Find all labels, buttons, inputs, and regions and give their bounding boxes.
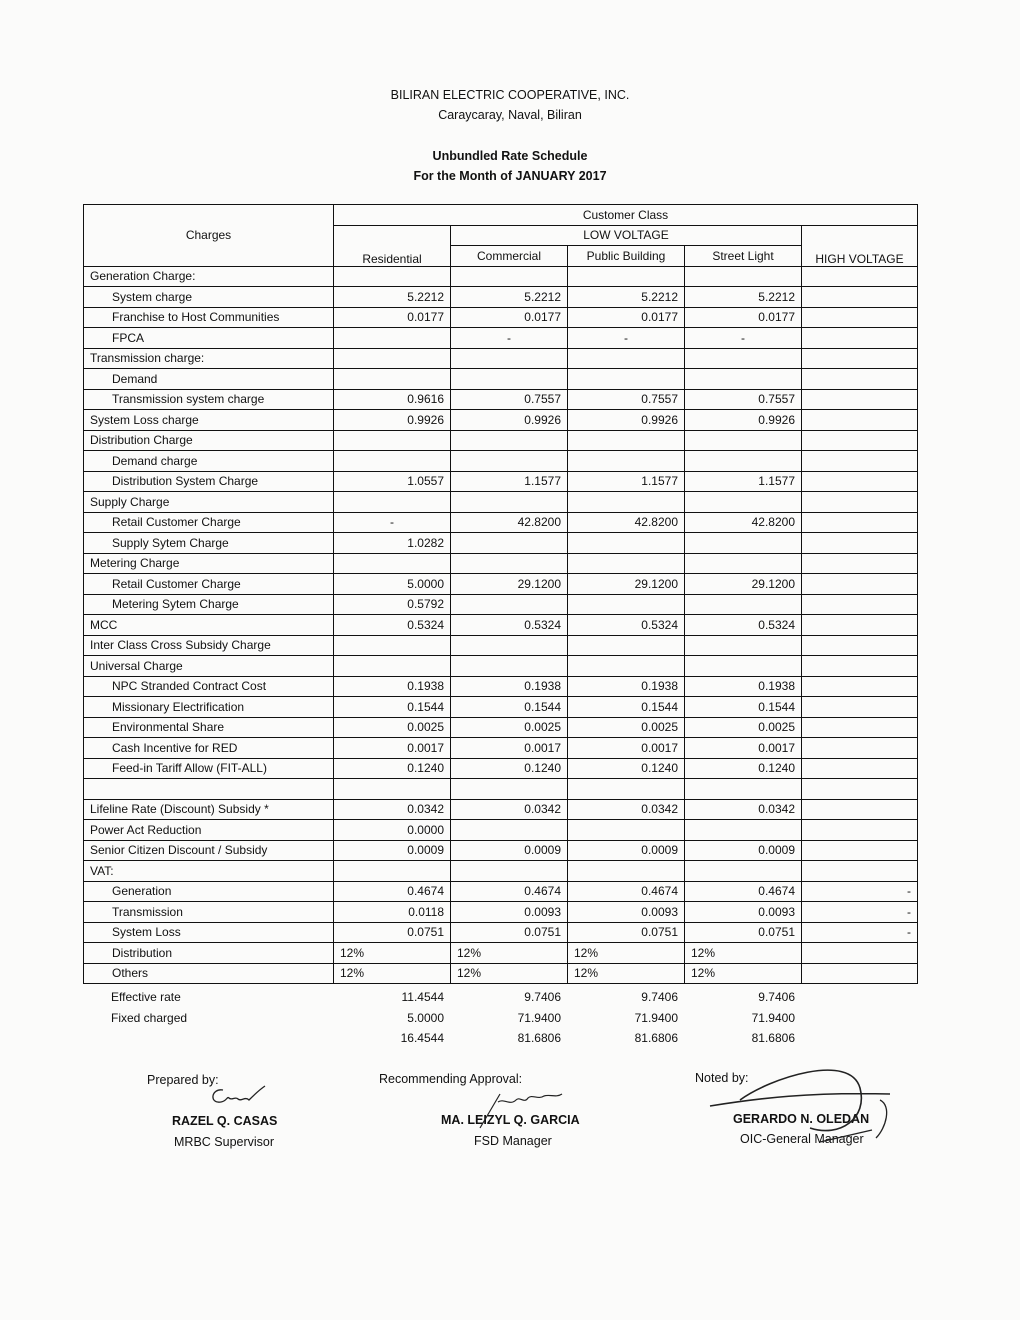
totals-row bbox=[83, 1008, 917, 1029]
charge-label: System Loss charge bbox=[84, 410, 334, 431]
charge-label: Franchise to Host Communities bbox=[84, 307, 334, 328]
rate-cell: 0.1240 bbox=[685, 758, 802, 779]
noted-name: GERARDO N. OLEDAN bbox=[733, 1112, 870, 1126]
recommending-title: FSD Manager bbox=[474, 1134, 552, 1148]
rate-cell bbox=[802, 369, 918, 390]
residential-header: Residential bbox=[334, 225, 451, 266]
rate-cell bbox=[685, 820, 802, 841]
rate-cell: 0.1240 bbox=[451, 758, 568, 779]
rate-cell: 0.0751 bbox=[568, 922, 685, 943]
rate-cell: 0.9926 bbox=[451, 410, 568, 431]
rate-cell bbox=[685, 430, 802, 451]
rate-cell bbox=[334, 348, 451, 369]
rate-cell: 0.0009 bbox=[685, 840, 802, 861]
rate-cell: 0.5324 bbox=[568, 615, 685, 636]
rate-cell: 12% bbox=[451, 943, 568, 964]
rate-cell: 0.5792 bbox=[334, 594, 451, 615]
rate-cell: 12% bbox=[685, 943, 802, 964]
totals-cell: 81.6806 bbox=[634, 1031, 678, 1046]
table-row bbox=[84, 697, 918, 718]
rate-cell: - bbox=[802, 902, 918, 923]
rate-cell: - bbox=[802, 922, 918, 943]
rate-cell: 0.0751 bbox=[451, 922, 568, 943]
rate-cell: 5.2212 bbox=[685, 287, 802, 308]
rate-cell: 0.0177 bbox=[451, 307, 568, 328]
table-row bbox=[84, 430, 918, 451]
rate-cell bbox=[802, 697, 918, 718]
recommending-caption: Recommending Approval: bbox=[379, 1072, 523, 1086]
rate-cell: 42.8200 bbox=[685, 512, 802, 533]
charge-label: Environmental Share bbox=[84, 717, 334, 738]
rate-cell bbox=[802, 430, 918, 451]
table-row bbox=[84, 348, 918, 369]
rate-cell bbox=[451, 820, 568, 841]
rate-cell bbox=[802, 820, 918, 841]
rate-cell: 0.0093 bbox=[685, 902, 802, 923]
rate-cell bbox=[802, 492, 918, 513]
charge-label: Distribution bbox=[84, 943, 334, 964]
rate-cell bbox=[685, 266, 802, 287]
rate-cell: 29.1200 bbox=[568, 574, 685, 595]
table-row bbox=[84, 902, 918, 923]
rate-cell bbox=[334, 492, 451, 513]
rate-cell bbox=[334, 635, 451, 656]
rate-cell bbox=[802, 799, 918, 820]
rate-cell bbox=[802, 615, 918, 636]
prepared-name: RAZEL Q. CASAS bbox=[172, 1114, 278, 1128]
rate-cell: 0.9926 bbox=[685, 410, 802, 431]
table-row bbox=[84, 758, 918, 779]
rate-cell: 0.1544 bbox=[451, 697, 568, 718]
rate-cell: 12% bbox=[685, 963, 802, 984]
charge-label: Lifeline Rate (Discount) Subsidy * bbox=[84, 799, 334, 820]
rate-cell: 1.0282 bbox=[334, 533, 451, 554]
rate-cell: 0.0017 bbox=[568, 738, 685, 759]
rate-cell: 0.0342 bbox=[334, 799, 451, 820]
rate-cell bbox=[568, 635, 685, 656]
rate-cell bbox=[802, 635, 918, 656]
rate-cell: 5.2212 bbox=[334, 287, 451, 308]
table-row bbox=[84, 881, 918, 902]
prepared-caption: Prepared by: bbox=[147, 1073, 219, 1087]
rate-cell bbox=[568, 266, 685, 287]
rate-cell bbox=[334, 430, 451, 451]
totals-row bbox=[83, 1028, 917, 1049]
rate-cell: 0.0342 bbox=[451, 799, 568, 820]
charge-label: Generation bbox=[84, 881, 334, 902]
totals-cell: 71.9400 bbox=[634, 1010, 678, 1025]
table-row bbox=[84, 676, 918, 697]
table-row bbox=[84, 574, 918, 595]
rate-cell: 29.1200 bbox=[451, 574, 568, 595]
public-building-header: Public Building bbox=[568, 246, 685, 267]
rate-cell: 42.8200 bbox=[568, 512, 685, 533]
table-row bbox=[84, 799, 918, 820]
rate-cell: 1.1577 bbox=[568, 471, 685, 492]
rate-cell bbox=[802, 512, 918, 533]
rate-cell bbox=[802, 471, 918, 492]
totals-cell: 81.6806 bbox=[751, 1031, 795, 1046]
rate-cell: 0.5324 bbox=[334, 615, 451, 636]
rate-cell: 0.0025 bbox=[685, 717, 802, 738]
rate-cell bbox=[802, 328, 918, 349]
rate-cell: 0.4674 bbox=[685, 881, 802, 902]
rate-cell bbox=[451, 348, 568, 369]
table-row bbox=[84, 287, 918, 308]
table-row bbox=[84, 820, 918, 841]
rate-cell: 0.0342 bbox=[685, 799, 802, 820]
rate-cell bbox=[451, 266, 568, 287]
charge-label: Transmission system charge bbox=[84, 389, 334, 410]
charge-label: Transmission charge: bbox=[84, 348, 334, 369]
rate-cell bbox=[568, 533, 685, 554]
charge-label: Feed-in Tariff Allow (FIT-ALL) bbox=[84, 758, 334, 779]
rate-cell bbox=[568, 656, 685, 677]
rate-cell bbox=[451, 861, 568, 882]
rate-cell: 0.4674 bbox=[334, 881, 451, 902]
table-row bbox=[84, 922, 918, 943]
rate-cell bbox=[451, 635, 568, 656]
charge-label: Retail Customer Charge bbox=[84, 574, 334, 595]
rate-cell bbox=[802, 266, 918, 287]
table-row bbox=[84, 307, 918, 328]
rate-cell bbox=[802, 963, 918, 984]
rate-cell: 0.1544 bbox=[334, 697, 451, 718]
rate-cell: 0.1240 bbox=[568, 758, 685, 779]
rate-cell: 0.0025 bbox=[334, 717, 451, 738]
rate-cell bbox=[685, 369, 802, 390]
rate-cell bbox=[802, 451, 918, 472]
rate-cell: 1.1577 bbox=[451, 471, 568, 492]
totals-table bbox=[83, 987, 917, 1049]
rate-cell: 1.1577 bbox=[685, 471, 802, 492]
charge-label: Distribution Charge bbox=[84, 430, 334, 451]
rate-cell bbox=[568, 779, 685, 800]
rate-cell bbox=[802, 717, 918, 738]
totals-label: Effective rate bbox=[111, 990, 181, 1005]
rate-cell bbox=[568, 594, 685, 615]
doc-title: Unbundled Rate Schedule bbox=[432, 149, 588, 163]
org-address: Caraycaray, Naval, Biliran bbox=[438, 108, 582, 122]
rate-cell bbox=[802, 287, 918, 308]
rate-cell bbox=[685, 861, 802, 882]
table-row bbox=[84, 840, 918, 861]
rate-cell bbox=[802, 861, 918, 882]
rate-cell: 0.7557 bbox=[568, 389, 685, 410]
rate-cell bbox=[334, 861, 451, 882]
rate-cell bbox=[685, 492, 802, 513]
charge-label: Supply Charge bbox=[84, 492, 334, 513]
charge-label: Power Act Reduction bbox=[84, 820, 334, 841]
rate-cell bbox=[802, 410, 918, 431]
rate-cell bbox=[334, 266, 451, 287]
street-light-header: Street Light bbox=[685, 246, 802, 267]
charge-label: Inter Class Cross Subsidy Charge bbox=[84, 635, 334, 656]
table-row bbox=[84, 328, 918, 349]
rate-cell: 0.0025 bbox=[451, 717, 568, 738]
totals-cell: 16.4544 bbox=[400, 1031, 444, 1046]
rate-cell bbox=[802, 738, 918, 759]
charge-label: NPC Stranded Contract Cost bbox=[84, 676, 334, 697]
totals-empty-cell bbox=[801, 1028, 917, 1049]
charge-label: Missionary Electrification bbox=[84, 697, 334, 718]
rate-cell bbox=[802, 840, 918, 861]
rate-cell: 0.9616 bbox=[334, 389, 451, 410]
rate-cell bbox=[334, 553, 451, 574]
rate-cell bbox=[802, 307, 918, 328]
rate-cell bbox=[802, 758, 918, 779]
totals-cell: 81.6806 bbox=[517, 1031, 561, 1046]
table-row bbox=[84, 553, 918, 574]
rate-cell: 5.2212 bbox=[568, 287, 685, 308]
rate-cell bbox=[451, 430, 568, 451]
rate-cell: 0.0025 bbox=[568, 717, 685, 738]
rate-cell bbox=[685, 656, 802, 677]
rate-cell: 5.0000 bbox=[334, 574, 451, 595]
rate-cell: 0.0751 bbox=[685, 922, 802, 943]
rate-cell bbox=[802, 389, 918, 410]
recommending-signature bbox=[470, 1088, 565, 1133]
rate-cell bbox=[685, 779, 802, 800]
rate-cell bbox=[451, 533, 568, 554]
rate-cell: - bbox=[685, 328, 802, 349]
rate-cell: 12% bbox=[568, 963, 685, 984]
rate-cell bbox=[568, 820, 685, 841]
charge-label: FPCA bbox=[84, 328, 334, 349]
rate-cell bbox=[802, 553, 918, 574]
rate-cell: 5.2212 bbox=[451, 287, 568, 308]
rate-cell: 0.1938 bbox=[568, 676, 685, 697]
rate-cell bbox=[685, 451, 802, 472]
rate-cell bbox=[334, 451, 451, 472]
prepared-title: MRBC Supervisor bbox=[174, 1135, 275, 1149]
rate-cell bbox=[568, 492, 685, 513]
rate-cell bbox=[802, 943, 918, 964]
rate-cell: 0.0017 bbox=[685, 738, 802, 759]
table-row bbox=[84, 594, 918, 615]
rate-cell: 12% bbox=[568, 943, 685, 964]
rate-cell bbox=[451, 553, 568, 574]
rate-cell bbox=[802, 594, 918, 615]
charge-label: Demand bbox=[84, 369, 334, 390]
rate-cell bbox=[451, 656, 568, 677]
table-row bbox=[84, 492, 918, 513]
rate-cell: 0.1938 bbox=[451, 676, 568, 697]
rate-cell: 0.0009 bbox=[451, 840, 568, 861]
charge-label: Cash Incentive for RED bbox=[84, 738, 334, 759]
rate-cell bbox=[802, 676, 918, 697]
rate-cell bbox=[685, 533, 802, 554]
rate-cell: 0.0342 bbox=[568, 799, 685, 820]
totals-empty-cell bbox=[801, 1008, 917, 1029]
table-row bbox=[84, 410, 918, 431]
rate-cell bbox=[334, 779, 451, 800]
table-row bbox=[84, 738, 918, 759]
rate-cell: 0.0009 bbox=[568, 840, 685, 861]
charge-label: MCC bbox=[84, 615, 334, 636]
rate-cell bbox=[334, 369, 451, 390]
rate-cell bbox=[568, 553, 685, 574]
charge-label: Senior Citizen Discount / Subsidy bbox=[84, 840, 334, 861]
rate-cell: 12% bbox=[334, 963, 451, 984]
charge-label: Distribution System Charge bbox=[84, 471, 334, 492]
rate-cell: 12% bbox=[451, 963, 568, 984]
rate-cell bbox=[451, 594, 568, 615]
rate-cell: 42.8200 bbox=[451, 512, 568, 533]
table-row bbox=[84, 369, 918, 390]
totals-label bbox=[83, 1028, 333, 1049]
rate-cell bbox=[568, 861, 685, 882]
rate-cell bbox=[568, 348, 685, 369]
rate-cell bbox=[568, 430, 685, 451]
table-row bbox=[84, 717, 918, 738]
table-row bbox=[84, 861, 918, 882]
table-row bbox=[84, 533, 918, 554]
rate-cell: 0.0093 bbox=[451, 902, 568, 923]
rate-cell: 0.9926 bbox=[334, 410, 451, 431]
rate-cell: 0.5324 bbox=[685, 615, 802, 636]
rate-cell bbox=[685, 635, 802, 656]
noted-signature bbox=[700, 1058, 900, 1148]
doc-period: For the Month of JANUARY 2017 bbox=[413, 169, 607, 183]
charge-label bbox=[84, 779, 334, 800]
rate-cell: 0.0177 bbox=[568, 307, 685, 328]
charges-header: Charges bbox=[84, 205, 334, 267]
totals-cell: 9.7406 bbox=[524, 990, 561, 1005]
rate-cell bbox=[802, 779, 918, 800]
totals-cell: 9.7406 bbox=[641, 990, 678, 1005]
rate-cell: 0.0017 bbox=[334, 738, 451, 759]
rate-cell: 0.5324 bbox=[451, 615, 568, 636]
charge-label: System Loss bbox=[84, 922, 334, 943]
charge-label: Transmission bbox=[84, 902, 334, 923]
table-row bbox=[84, 512, 918, 533]
rate-cell: 0.1240 bbox=[334, 758, 451, 779]
rate-cell bbox=[802, 656, 918, 677]
table-row bbox=[84, 471, 918, 492]
charge-label: Demand charge bbox=[84, 451, 334, 472]
rate-cell bbox=[802, 348, 918, 369]
rate-cell: - bbox=[451, 328, 568, 349]
prepared-signature bbox=[205, 1082, 270, 1112]
recommending-name: MA. LEIZYL Q. GARCIA bbox=[441, 1113, 580, 1127]
rate-cell: 0.0093 bbox=[568, 902, 685, 923]
rate-cell bbox=[802, 533, 918, 554]
rate-cell bbox=[685, 348, 802, 369]
rate-cell: 0.0017 bbox=[451, 738, 568, 759]
rate-cell bbox=[451, 492, 568, 513]
table-row bbox=[84, 779, 918, 800]
high-voltage-header: HIGH VOLTAGE bbox=[802, 225, 918, 266]
rate-cell: - bbox=[334, 512, 451, 533]
rate-cell: - bbox=[568, 328, 685, 349]
charge-label: Generation Charge: bbox=[84, 266, 334, 287]
charge-label: Supply Sytem Charge bbox=[84, 533, 334, 554]
charge-label: Metering Charge bbox=[84, 553, 334, 574]
charge-label: Retail Customer Charge bbox=[84, 512, 334, 533]
customer-class-header: Customer Class bbox=[334, 205, 918, 226]
table-row bbox=[84, 943, 918, 964]
rate-cell: 0.0000 bbox=[334, 820, 451, 841]
totals-row bbox=[83, 987, 917, 1008]
rate-cell: 0.1544 bbox=[685, 697, 802, 718]
charge-label: VAT: bbox=[84, 861, 334, 882]
rate-cell bbox=[451, 369, 568, 390]
totals-cell: 11.4544 bbox=[401, 990, 444, 1005]
totals-cell: 71.9400 bbox=[517, 1010, 561, 1025]
rate-cell: 0.4674 bbox=[568, 881, 685, 902]
table-row bbox=[84, 656, 918, 677]
table-row bbox=[84, 615, 918, 636]
commercial-header: Commercial bbox=[451, 246, 568, 267]
charge-label: Metering Sytem Charge bbox=[84, 594, 334, 615]
rate-cell bbox=[568, 369, 685, 390]
totals-empty-cell bbox=[801, 987, 917, 1008]
org-name: BILIRAN ELECTRIC COOPERATIVE, INC. bbox=[390, 88, 630, 102]
rate-cell: 0.9926 bbox=[568, 410, 685, 431]
table-row bbox=[84, 451, 918, 472]
charge-label: Others bbox=[84, 963, 334, 984]
rate-cell bbox=[334, 656, 451, 677]
rate-cell: 0.1544 bbox=[568, 697, 685, 718]
rate-cell: 0.7557 bbox=[451, 389, 568, 410]
noted-caption: Noted by: bbox=[695, 1071, 749, 1085]
rate-cell bbox=[568, 451, 685, 472]
low-voltage-header: LOW VOLTAGE bbox=[451, 225, 802, 246]
rate-cell: 0.0118 bbox=[334, 902, 451, 923]
totals-cell: 9.7406 bbox=[758, 990, 795, 1005]
rate-cell: 0.1938 bbox=[334, 676, 451, 697]
noted-title: OIC-General Manager bbox=[740, 1132, 864, 1146]
rate-table bbox=[83, 204, 918, 984]
rate-cell bbox=[802, 574, 918, 595]
table-row bbox=[84, 389, 918, 410]
rate-cell: 0.7557 bbox=[685, 389, 802, 410]
rate-cell: 29.1200 bbox=[685, 574, 802, 595]
rate-cell bbox=[451, 451, 568, 472]
rate-cell: 12% bbox=[334, 943, 451, 964]
table-row bbox=[84, 963, 918, 984]
charge-label: Universal Charge bbox=[84, 656, 334, 677]
totals-label: Fixed charged bbox=[111, 1010, 188, 1025]
rate-cell: 1.0557 bbox=[334, 471, 451, 492]
rate-cell: 0.0177 bbox=[334, 307, 451, 328]
rate-cell: 0.0009 bbox=[334, 840, 451, 861]
table-row bbox=[84, 635, 918, 656]
rate-cell: 0.0177 bbox=[685, 307, 802, 328]
rate-cell bbox=[334, 328, 451, 349]
rate-cell bbox=[685, 594, 802, 615]
rate-cell: 0.0751 bbox=[334, 922, 451, 943]
rate-cell: 0.4674 bbox=[451, 881, 568, 902]
totals-cell: 5.0000 bbox=[407, 1010, 444, 1025]
rate-cell bbox=[451, 779, 568, 800]
charge-label: System charge bbox=[84, 287, 334, 308]
totals-cell: 71.9400 bbox=[751, 1010, 795, 1025]
table-row bbox=[84, 266, 918, 287]
rate-cell: 0.1938 bbox=[685, 676, 802, 697]
rate-cell: - bbox=[802, 881, 918, 902]
rate-cell bbox=[685, 553, 802, 574]
